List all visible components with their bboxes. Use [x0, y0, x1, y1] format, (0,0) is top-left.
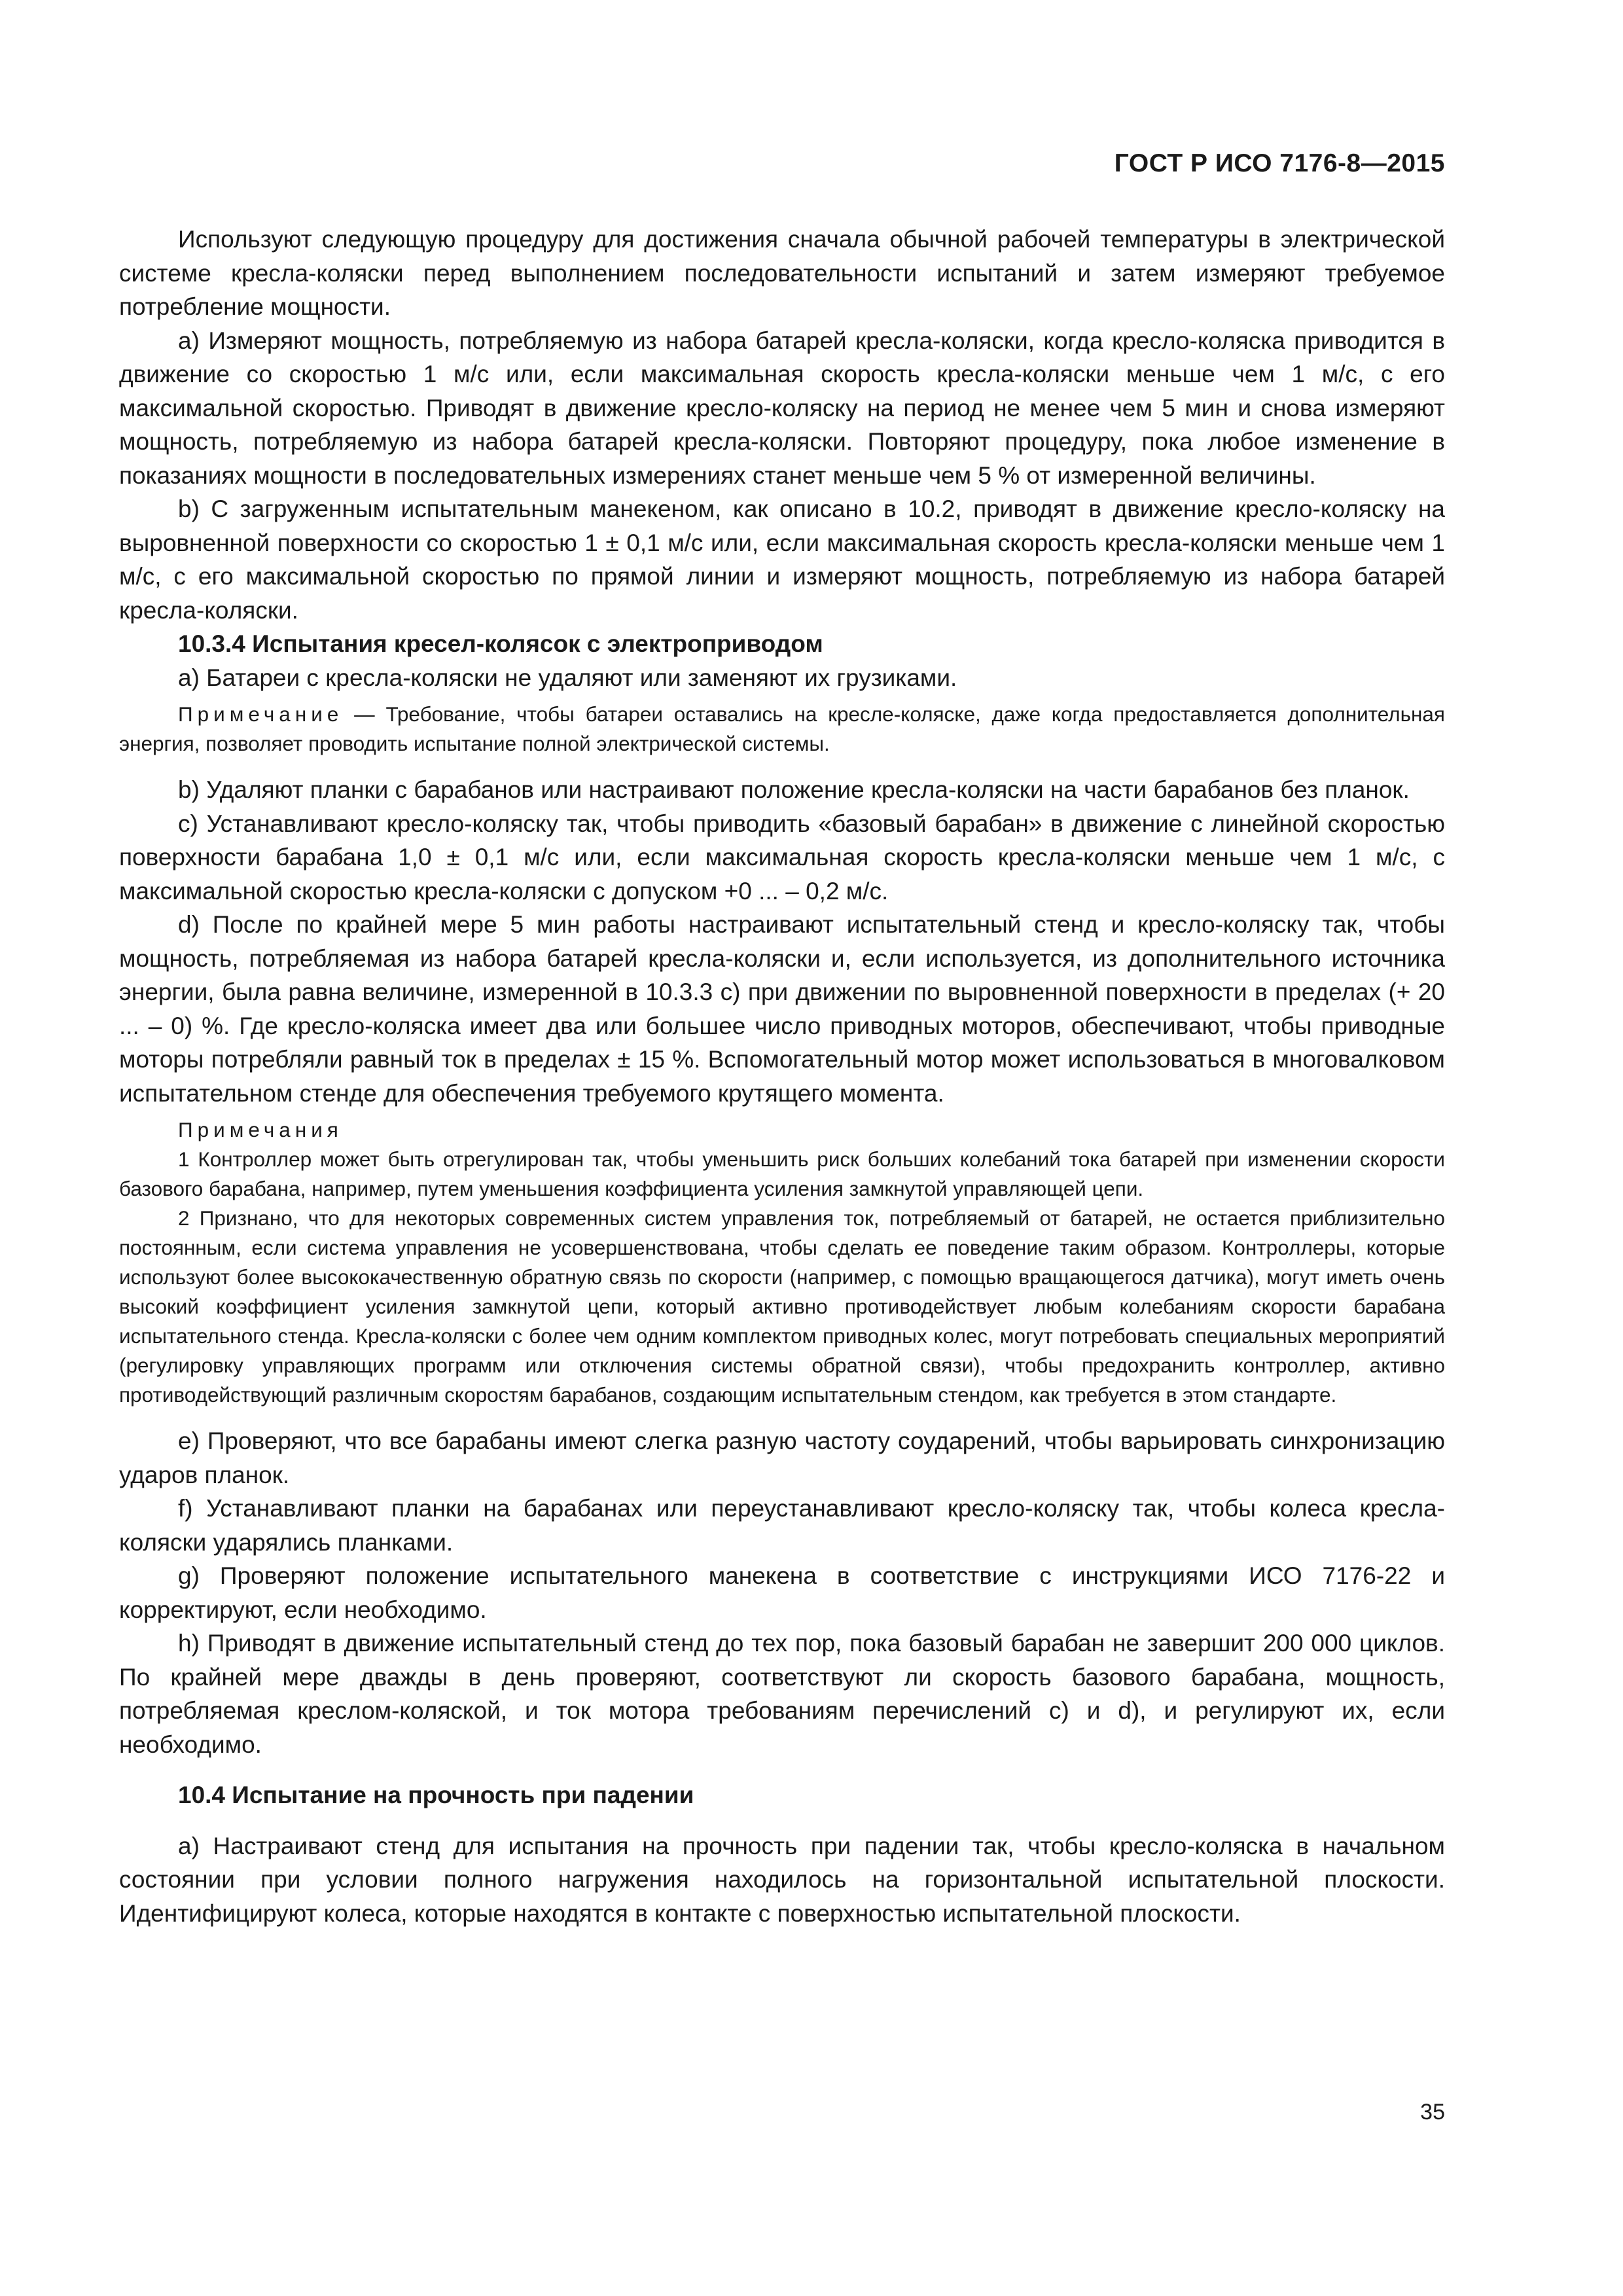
intro-paragraph: Используют следующую процедуру для достижения сначала обычной рабочей температуры в электрической системе кресла-коляски перед выполнением последовательности испытаний и затем измеряют требуемое потребление мощности.	[119, 226, 1445, 320]
document-page	[119, 0, 1445, 2296]
item-c-base-drum: c) Устанавливают кресло-коляску так, чтобы приводить «базовый барабан» в движение с линейной скоростью поверхности барабана 1,0 ± 0,1 м/с или, если максимальная скорость кресла-коляски меньше чем 1 м/с, с максимальной скоростью кресла-коляски с допуском +0 ... – 0,2 м/с.	[119, 810, 1445, 905]
item-f-install-slats: f) Устанавливают планки на барабанах или переустанавливают кресло-коляску так, чтобы колеса кресла-коляски ударялись планками.	[119, 1495, 1445, 1556]
item-b-slats: b) Удаляют планки с барабанов или настраивают положение кресла-коляски на части барабанов без планок.	[178, 776, 1410, 803]
section-heading-10-4: 10.4 Испытание на прочность при падении	[178, 1782, 694, 1808]
note-2: 1 Контроллер может быть отрегулирован так, чтобы уменьшить риск больших колебаний тока батарей при изменении скорости базового барабана, например, путем уменьшения коэффициента усиления замкнутой управляющей цепи.	[119, 1147, 1445, 1200]
note-3: 2 Признано, что для некоторых современных систем управления ток, потребляемый от батарей, не остается приблизительно постоянным, если система управления не усовершенствована, чтобы сделать ее поведение таким образом. Контроллеры, которые используют более высококачественную обратную связь по скорости (например, с помощью вращающегося датчика), могут иметь очень высокий коэффициент усиления замкнутой цепи, который активно противодействует любым колебаниям скорости барабана испытательного стенда. Кресла-коляски с более чем одним комплектом приводных колес, могут потребовать специальных мероприятий (регулировку управляющих программ или отключения системы обратной связи), чтобы предохранить контроллер, активно противодействующий различным скоростям барабанов, создающим испытательным стендом, как требуется в этом стандарте.	[119, 1206, 1445, 1407]
document-body	[119, 223, 1445, 1930]
section-heading-10-3-4: 10.3.4 Испытания кресел-колясок с электроприводом	[178, 630, 823, 657]
item-e-drum-frequency: e) Проверяют, что все барабаны имеют слегка разную частоту соударений, чтобы варьировать синхронизацию ударов планок.	[119, 1427, 1445, 1488]
item-g-dummy-position: g) Проверяют положение испытательного манекена в соответствие с инструкциями ИСО 7176-22 и корректируют, если необходимо.	[119, 1562, 1445, 1623]
item-a-power-measurement: а) Измеряют мощность, потребляемую из набора батарей кресла-коляски, когда кресло-коляска приводится в движение со скоростью 1 м/с или, если максимальная скорость кресла-коляски меньше чем 1 м/с, с его максимальной скоростью. Приводят в движение кресло-коляску на период не менее чем 5 мин и снова измеряют мощность, потребляемую из набора батарей кресла-коляски. Повторяют процедуру, пока любое изменение в показаниях мощности в последовательных измерениях станет меньше чем 5 % от измеренной величины.	[119, 327, 1445, 489]
item-a-batteries: а) Батареи с кресла-коляски не удаляют или заменяют их грузиками.	[178, 664, 957, 691]
note-block-2	[119, 1115, 1445, 1410]
note-1-text: — Требование, чтобы батареи оставались на кресле-коляске, даже когда предоставляется дополнительная энергия, позволяет проводить испытание полной электрической системы.	[119, 702, 1445, 755]
page-number: 35	[1420, 2100, 1445, 2125]
item-b-loaded-dummy: b) С загруженным испытательным манекеном, как описано в 10.2, приводят в движение кресло-коляску на выровненной поверхности со скоростью 1 ± 0,1 м/с или, если максимальная скорость кресла-коляски меньше чем 1 м/с, с его максимальной скоростью по прямой линии и измеряют мощность, потребляемую из набора батарей кресла-коляски.	[119, 495, 1445, 624]
item-a-drop-test: a) Настраивают стенд для испытания на прочность при падении так, чтобы кресло-коляска в начальном состоянии при условии полного нагружения находилось на горизонтальной испытательной плоскости. Идентифицируют колеса, которые находятся в контакте с поверхностью испытательной плоскости.	[119, 1832, 1445, 1927]
standard-header: ГОСТ Р ИСО 7176-8—2015	[1114, 149, 1445, 177]
item-d-power-adjust: d) После по крайней мере 5 мин работы настраивают испытательный стенд и кресло-коляску так, чтобы мощность, потребляемая из набора батарей кресла-коляски и, если используется, из дополнительного источника энергии, была равна величине, измеренной в 10.3.3 с) при движении по выровненной поверхности в пределах (+ 20 ... – 0) %. Где кресло-коляска имеет два или большее число приводных моторов, обеспечивают, чтобы приводные моторы потребляли равный ток в пределах ± 15 %. Вспомогательный мотор может использоваться в многовалковом испытательном стенде для обеспечения требуемого крутящего момента.	[119, 911, 1445, 1107]
notes-label: Примечания	[178, 1118, 343, 1141]
note-block-1	[119, 700, 1445, 759]
item-h-cycles: h) Приводят в движение испытательный стенд до тех пор, пока базовый барабан не завершит 200 000 циклов. По крайней мере дважды в день проверяют, соответствуют ли скорость базового барабана, мощность, потребляемая креслом-коляской, и ток мотора требованиям перечислений с) и d), и регулируют их, если необходимо.	[119, 1630, 1445, 1758]
note-label: Примечание	[178, 702, 344, 726]
note-1	[119, 700, 1445, 759]
